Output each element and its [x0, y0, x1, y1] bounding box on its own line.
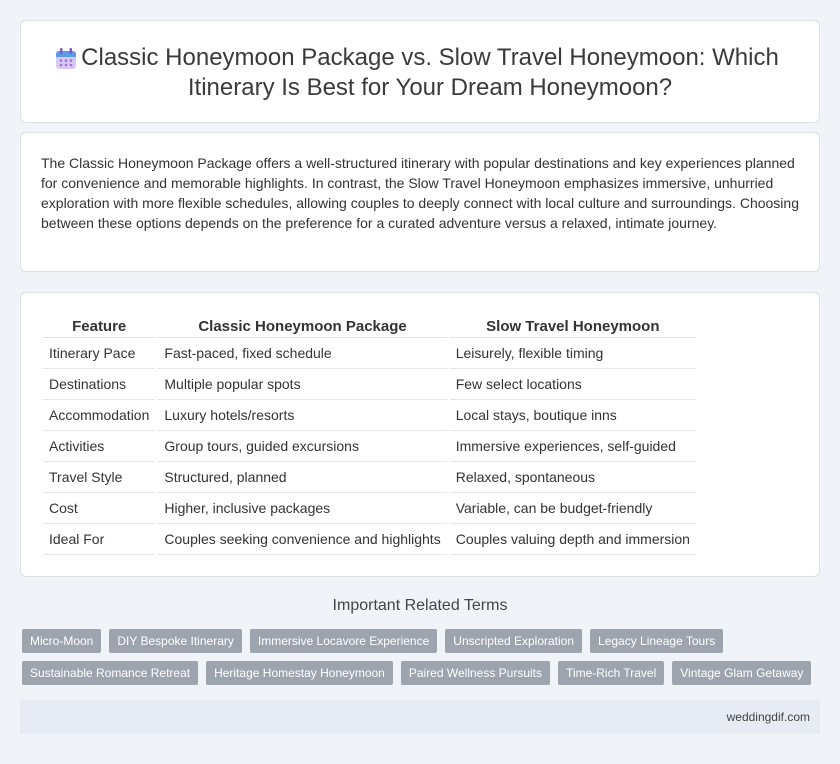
table-row	[43, 431, 696, 462]
feature-cell: Itinerary Pace	[43, 338, 157, 369]
page-title: Classic Honeymoon Package vs. Slow Travel Honeymoon: Which Itinerary Is Best for Your Dream Honeymoon?	[81, 44, 779, 101]
slow-cell: Couples valuing depth and immersion	[448, 524, 696, 555]
table-header-row	[43, 315, 696, 338]
slow-cell: Variable, can be budget-friendly	[448, 493, 696, 524]
feature-cell: Cost	[43, 493, 157, 524]
comparison-table	[43, 315, 696, 555]
tag-vintage-glam-getaway[interactable]: Vintage Glam Getaway	[672, 661, 811, 685]
feature-cell: Ideal For	[43, 524, 157, 555]
slow-cell: Relaxed, spontaneous	[448, 462, 696, 493]
classic-cell: Multiple popular spots	[157, 369, 448, 400]
classic-cell: Group tours, guided excursions	[157, 431, 448, 462]
classic-cell: Couples seeking convenience and highlights	[157, 524, 448, 555]
table-row	[43, 524, 696, 555]
footer-site-link[interactable]: weddingdif.com	[726, 710, 810, 724]
classic-cell: Fast-paced, fixed schedule	[157, 338, 448, 369]
column-header-slow: Slow Travel Honeymoon	[448, 315, 696, 338]
related-terms	[22, 629, 822, 693]
table-row	[43, 338, 696, 369]
tag-immersive-locavore-experience[interactable]: Immersive Locavore Experience	[250, 629, 437, 653]
table-row	[43, 462, 696, 493]
tag-diy-bespoke-itinerary[interactable]: DIY Bespoke Itinerary	[109, 629, 242, 653]
column-header-feature: Feature	[43, 315, 157, 338]
tag-micro-moon[interactable]: Micro-Moon	[22, 629, 101, 653]
title-card	[20, 20, 820, 123]
comparison-table-card	[20, 292, 820, 577]
slow-cell: Few select locations	[448, 369, 696, 400]
related-terms-title: Important Related Terms	[332, 597, 508, 614]
tag-sustainable-romance-retreat[interactable]: Sustainable Romance Retreat	[22, 661, 198, 685]
tag-legacy-lineage-tours[interactable]: Legacy Lineage Tours	[590, 629, 723, 653]
feature-cell: Destinations	[43, 369, 157, 400]
feature-cell: Activities	[43, 431, 157, 462]
tag-row	[22, 661, 822, 685]
summary-card	[20, 132, 820, 272]
slow-cell: Leisurely, flexible timing	[448, 338, 696, 369]
summary-text: The Classic Honeymoon Package offers a well-structured itinerary with popular destinations and key experiences planned for convenience and memorable highlights. In contrast, the Slow Travel Honeymoon emphasizes immersive, unhurried exploration with more flexible schedules, allowing couples to deeply connect with local culture and surroundings. Choosing between these options depends on the preference for a curated adventure versus a relaxed, intimate journey.	[41, 155, 799, 231]
tag-paired-wellness-pursuits[interactable]: Paired Wellness Pursuits	[401, 661, 550, 685]
table-row	[43, 400, 696, 431]
table-row	[43, 369, 696, 400]
feature-cell: Travel Style	[43, 462, 157, 493]
feature-cell: Accommodation	[43, 400, 157, 431]
table-row	[43, 493, 696, 524]
column-header-classic: Classic Honeymoon Package	[157, 315, 448, 338]
footer	[20, 700, 820, 734]
tag-row	[22, 629, 822, 653]
slow-cell: Immersive experiences, self-guided	[448, 431, 696, 462]
classic-cell: Structured, planned	[157, 462, 448, 493]
classic-cell: Higher, inclusive packages	[157, 493, 448, 524]
tag-heritage-homestay-honeymoon[interactable]: Heritage Homestay Honeymoon	[206, 661, 393, 685]
classic-cell: Luxury hotels/resorts	[157, 400, 448, 431]
tag-time-rich-travel[interactable]: Time-Rich Travel	[558, 661, 664, 685]
tag-unscripted-exploration[interactable]: Unscripted Exploration	[445, 629, 582, 653]
slow-cell: Local stays, boutique inns	[448, 400, 696, 431]
